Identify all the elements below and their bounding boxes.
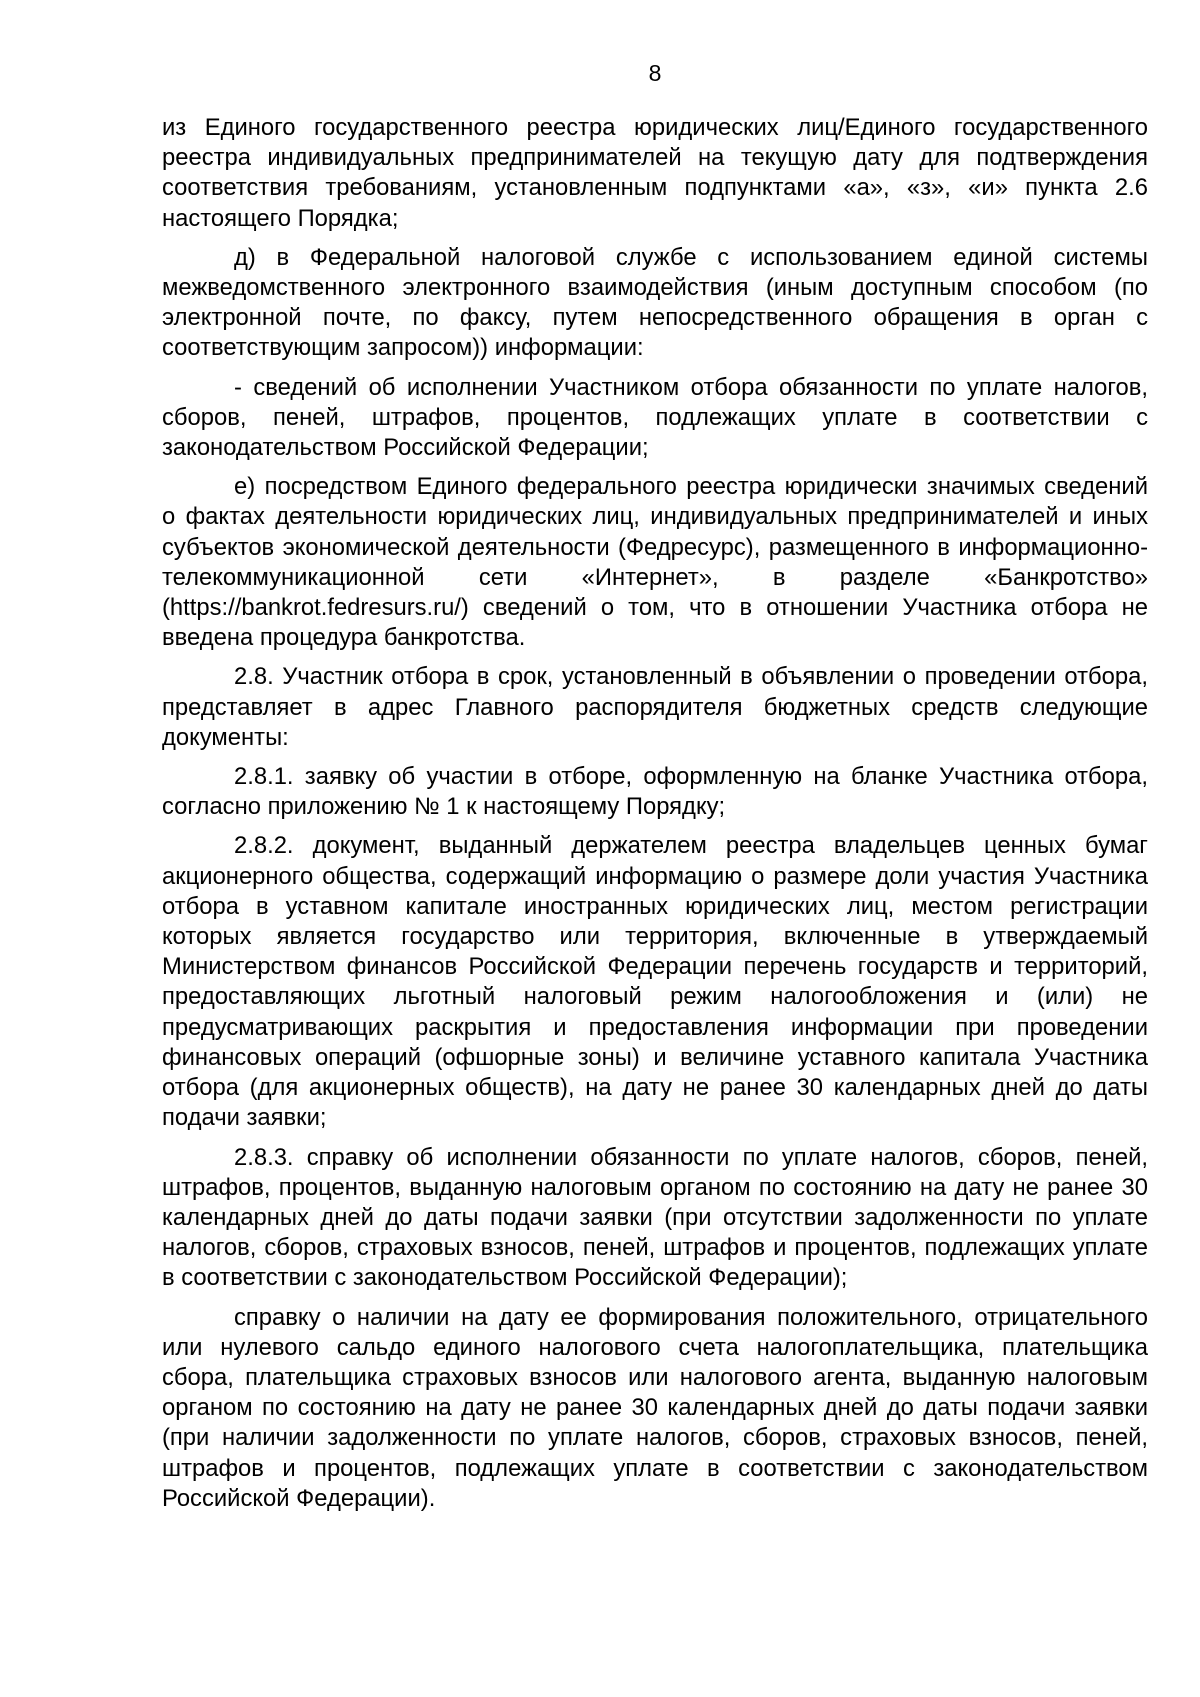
paragraph-2-8: 2.8. Участник отбора в срок, установленный в объявлении о проведении отбора, представляет в адрес Главного распорядителя бюджетных средств следующие документы: xyxy=(162,663,1148,751)
paragraph-balance-certificate: справку о наличии на дату ее формирования положительного, отрицательного или нулевого сальдо единого налогового счета налогоплательщика, плательщика сбора, плательщика страховых взносов или налогового агента, выданную налоговым органом по состоянию на дату не ранее 30 календарных дней до даты подачи заявки (при наличии задолженности по уплате налогов, сборов, страховых взносов, пеней, штрафов и процентов, подлежащих уплате в соответствии с законодательством Российской Федерации). xyxy=(162,1303,1148,1512)
paragraph-egrul-continuation: из Единого государственного реестра юридических лиц/Единого государственного реестра индивидуальных предпринимателей на текущую дату для подтверждения соответствия требованиям, установленным подпунктами «а», «з», «и» пункта 2.6 настоящего Порядка; xyxy=(162,114,1148,232)
paragraph-item-d: д) в Федеральной налоговой службе с использованием единой системы межведомственного электронного взаимодействия (иным доступным способом (по электронной почте, по факсу, путем непосредственного обращения в орган с соответствующим запросом)) информации: xyxy=(162,243,1148,362)
paragraph-2-8-3: 2.8.3. справку об исполнении обязанности по уплате налогов, сборов, пеней, штрафов, процентов, выданную налоговым органом по состоянию на дату не ранее 30 календарных дней до даты подачи заявки (при отсутствии задолженности по уплате налогов, сборов, страховых взносов, пеней, штрафов и процентов, подлежащих уплате в соответствии с законодательством Российской Федерации); xyxy=(162,1143,1148,1292)
page-number: 8 xyxy=(648,60,662,86)
paragraph-2-8-1: 2.8.1. заявку об участии в отборе, оформленную на бланке Участника отбора, согласно приложению № 1 к настоящему Порядку; xyxy=(162,763,1148,821)
paragraph-item-e: е) посредством Единого федерального реестра юридически значимых сведений о фактах деятельности юридических лиц, индивидуальных предпринимателей и иных субъектов экономической деятельности (Федресурс), размещенного в информационно-телекоммуникационной сети «Интернет», в разделе «Банкротство» (https://bankrot.fedresurs.ru/) сведений о том, что в отношении Участника отбора не введена процедура банкротства. xyxy=(162,473,1148,652)
document-body xyxy=(162,113,1148,1523)
paragraph-tax-obligations: - сведений об исполнении Участником отбора обязанности по уплате налогов, сборов, пеней, штрафов, процентов, подлежащих уплате в соответствии с законодательством Российской Федерации; xyxy=(162,373,1148,462)
paragraph-2-8-2: 2.8.2. документ, выданный держателем реестра владельцев ценных бумаг акционерного общества, содержащий информацию о размере доли участия Участника отбора в уставном капитале иностранных юридических лиц, местом регистрации которых является государство или территория, включенные в утверждаемый Министерством финансов Российской Федерации перечень государств и территорий, предоставляющих льготный налоговый режим налогообложения и (или) не предусматривающих раскрытия и предоставления информации при проведении финансовых операций (офшорные зоны) и величине уставного капитала Участника отбора (для акционерных обществ), на дату не ранее 30 календарных дней до даты подачи заявки; xyxy=(162,832,1148,1132)
